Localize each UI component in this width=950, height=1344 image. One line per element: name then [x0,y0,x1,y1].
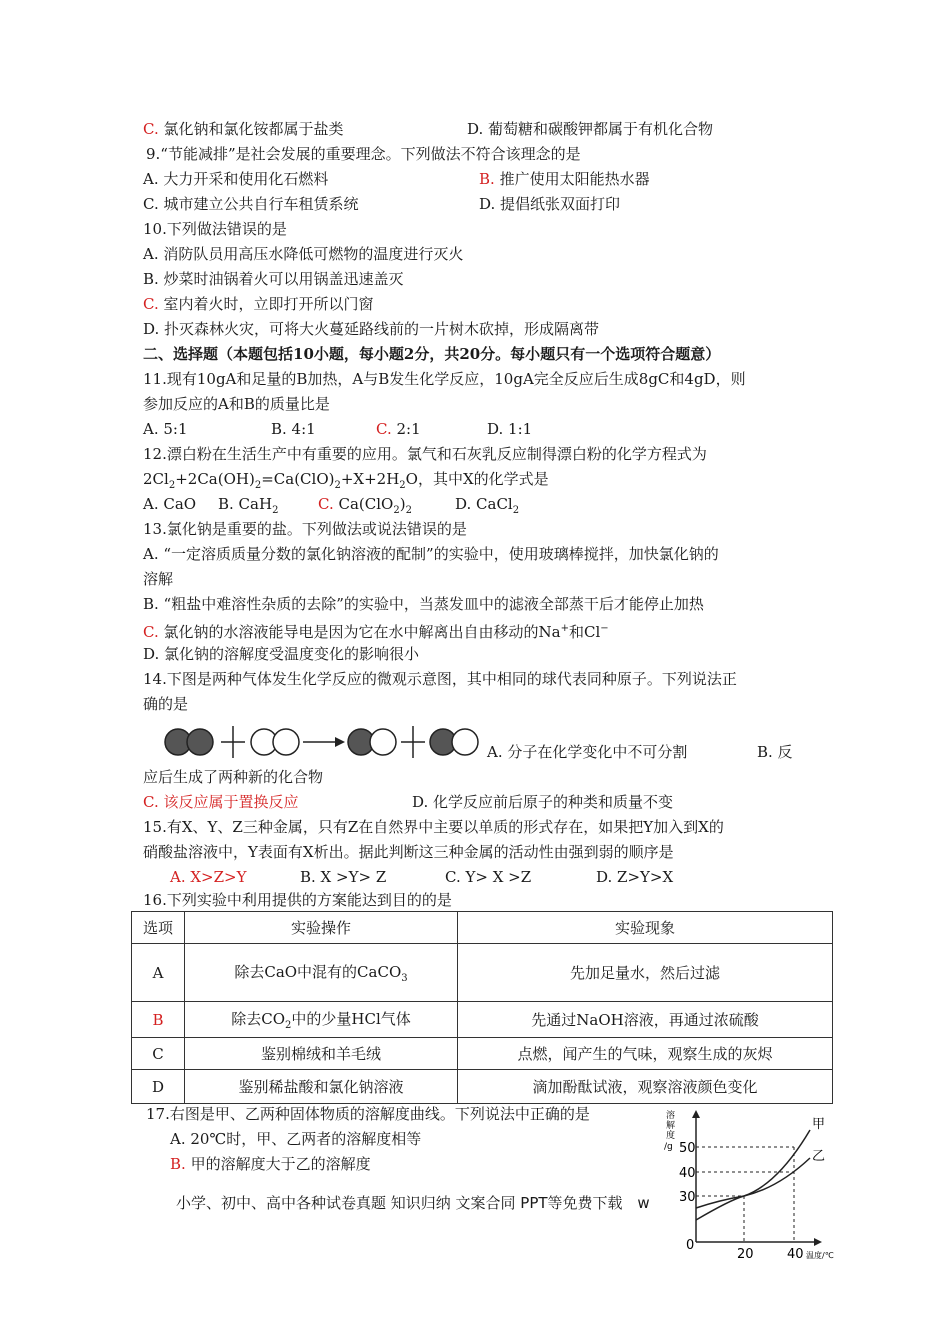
x-tick: 40 [787,1247,804,1262]
reactant-molecule-dark [165,729,213,755]
row-operation: 鉴别棉绒和羊毛绒 [185,1038,458,1070]
q10-c-label: C. [143,295,159,313]
y-tick: 40 [679,1166,696,1181]
row-option: C [132,1038,185,1070]
product-molecule-2 [430,729,478,755]
x-axis-arrow [814,1238,822,1246]
q9-option-a: A. 大力开采和使用化石燃料 [143,170,329,188]
q15-option-c: C. Y> X >Z [445,868,532,886]
q14-c-text: 该反应属于置换反应 [163,793,299,811]
x-tick: 20 [737,1247,754,1262]
q13-option-b: B. “粗盐中难溶性杂质的去除”的实验中，当蒸发皿中的滤液全部蒸干后才能停止加热 [143,595,704,613]
q9-option-b [479,169,650,189]
q12-option-d: D. CaCl$_2$ [455,495,520,516]
q12-c-tail: ) [399,495,406,513]
q17-b-text: 甲的溶解度大于乙的溶解度 [190,1155,371,1173]
q12-eq-part: 2Cl [143,470,169,488]
q10-stem: 10.下列做法错误的是 [143,220,287,238]
table-row [132,1070,833,1104]
q12-option-c: C. $Ca(ClO_2)_2$ [318,495,412,516]
q11-c-label: C. [376,420,392,438]
y-axis-label: 溶解度/g [664,1111,676,1152]
footer-ad-text [176,1192,650,1213]
q8-option-c [143,119,344,139]
header-phenomenon: 实验现象 [458,912,833,944]
q9-b-label: B. [479,170,495,188]
q10-option-b: B. 炒菜时油锅着火可以用锅盖迅速盖灭 [143,270,404,288]
q11-stem-line2: 参加反应的A和B的质量比是 [143,395,330,413]
q13-option-c: C. 氯化钠的水溶液能导电是因为它在水中解离出自由移动的Na+和Cl− [143,623,609,641]
q12-option-a: A. CaO [143,495,197,513]
table-header-row [132,912,833,944]
q13-c-mid: 和Cl [568,623,601,641]
q8-c-text: 氯化钠和氯化铵都属于盐类 [163,120,344,138]
q9-option-d: D. 提倡纸张双面打印 [479,195,621,213]
footer-tail: w [637,1194,650,1212]
q13-c-label: C. [143,623,159,641]
row-phenomenon: 先通过NaOH溶液，再通过浓硫酸 [458,1002,833,1038]
footer-text: 小学、初中、高中各种试卷真题 知识归纳 文案合同 PPT等免费下载 [176,1194,623,1212]
q17-option-b [170,1154,371,1174]
y-tick: 30 [679,1190,696,1205]
q14-option-a: A. 分子在化学变化中不可分割 [487,743,688,761]
curve-jia [696,1130,810,1220]
q13-option-d: D. 氯化钠的溶解度受温度变化的影响很小 [143,645,420,663]
reaction-diagram [163,722,483,762]
header-operation: 实验操作 [185,912,458,944]
reaction-arrow [303,737,345,747]
row-phenomenon: 先加足量水，然后过滤 [458,944,833,1002]
q10-option-a: A. 消防队员用高压水降低可燃物的温度进行灭火 [143,245,464,263]
q14-stem-line2: 确的是 [143,695,189,713]
plus-sign [221,726,245,758]
q17-b-label: B. [170,1155,186,1173]
table-row [132,1002,833,1038]
table-row [132,944,833,1002]
row-operation-sub: 2 [285,1020,292,1031]
row-operation [185,1002,458,1038]
q12-c-label: C. [318,495,334,513]
q12-eq-part: =Ca(ClO) [261,470,335,488]
q11-option-c [376,419,421,439]
q11-c-text: 2:1 [396,420,421,438]
row-operation-tail: 中的少量HCl气体 [291,1010,411,1028]
plus-sign [401,726,425,758]
header-option: 选项 [132,912,185,944]
row-option: A [132,944,185,1002]
y-tick: 0 [686,1238,695,1253]
reactant-molecule-light [251,729,299,755]
q12-b-text: B. CaH [218,495,273,513]
q8-option-d: D. 葡萄糖和碳酸钾都属于有机化合物 [467,120,714,138]
q13-c-text: 氯化钠的水溶液能导电是因为它在水中解离出自由移动的Na [163,623,561,641]
q12-equation: $2Cl_2+2Ca(OH)_2=Ca(ClO)_2+X+2H_2O$，其中X的化学式是 [143,470,549,491]
q13-option-a-line1: A. “一定溶质质量分数的氯化钠溶液的配制”的实验中，使用玻璃棒搅拌，加快氯化钠的 [143,545,719,563]
row-option: D [132,1070,185,1104]
q11-option-b: B. 4:1 [271,420,316,438]
row-phenomenon: 滴加酚酞试液，观察溶液颜色变化 [458,1070,833,1104]
y-tick: 50 [679,1141,696,1156]
q14-stem-line1: 14.下图是两种气体发生化学反应的微观示意图，其中相同的球代表同种原子。下列说法正 [143,670,737,688]
q15-stem-line2: 硝酸盐溶液中，Y表面有X析出。据此判断这三种金属的活动性由强到弱的顺序是 [143,843,674,861]
q13-stem: 13.氯化钠是重要的盐。下列做法或说法错误的是 [143,520,467,538]
row-operation-text: 除去CaO中混有的CaCO [234,963,402,981]
q9-stem: 9.“节能减排”是社会发展的重要理念。下列做法不符合该理念的是 [146,145,581,163]
series-label-jia: 甲 [812,1117,826,1132]
row-operation: 鉴别稀盐酸和氯化钠溶液 [185,1070,458,1104]
row-operation [185,944,458,1002]
q12-eq-part: O，其中X的化学式是 [405,470,549,488]
q12-stem-line1: 12.漂白粉在生活生产中有重要的应用。氯气和石灰乳反应制得漂白粉的化学方程式为 [143,445,707,463]
q9-option-c: C. 城市建立公共自行车租赁系统 [143,195,359,213]
q12-c-text: Ca(ClO [338,495,394,513]
q14-option-d: D. 化学反应前后原子的种类和质量不变 [412,793,674,811]
q16-stem: 16.下列实验中利用提供的方案能达到目的的是 [143,891,452,909]
q10-c-text: 室内着火时，立即打开所以门窗 [163,295,374,313]
q11-stem-line1: 11.现有10gA和足量的B加热，A与B发生化学反应，10gA完全反应后生成8gC和4gD，则 [143,370,746,388]
q17-stem: 17.右图是甲、乙两种固体物质的溶解度曲线。下列说法中正确的是 [146,1105,590,1123]
q12-option-b: B. CaH$_2$ [218,495,279,516]
q14-option-b: B. 反 [757,743,793,761]
curve-yi [696,1158,810,1208]
solubility-chart [660,1108,840,1264]
q15-option-b: B. X >Y> Z [300,868,387,886]
x-axis-label: 温度/℃ [806,1251,834,1260]
q11-option-a: A. 5:1 [143,420,188,438]
series-label-yi: 乙 [812,1149,826,1164]
row-option: B [132,1002,185,1038]
q15-stem-line1: 15.有X、Y、Z三种金属，只有Z在自然界中主要以单质的形式存在，如果把Y加入到X的 [143,818,724,836]
q15-option-a: A. X>Z>Y [170,868,247,886]
q8-c-label: C. [143,120,159,138]
q12-eq-part: +2Ca(OH) [175,470,255,488]
row-operation-text: 除去CO [231,1010,286,1028]
product-molecule-1 [348,729,396,755]
q13-option-a-line2: 溶解 [143,570,174,588]
q14-option-c [143,792,299,812]
y-axis-arrow [692,1110,700,1118]
row-operation-sub: 3 [401,973,408,984]
q9-b-text: 推广使用太阳能热水器 [499,170,650,188]
q15-option-d: D. Z>Y>X [596,868,674,886]
q10-option-d: D. 扑灭森林火灾，可将大火蔓延路线前的一片树木砍掉，形成隔离带 [143,320,600,338]
q11-option-d: D. 1:1 [487,420,533,438]
table-row [132,1038,833,1070]
q14-option-b-cont: 应后生成了两种新的化合物 [143,768,324,786]
q10-option-c [143,294,374,314]
q12-eq-part: +X+2H [340,470,400,488]
row-phenomenon: 点燃，闻产生的气味，观察生成的灰烬 [458,1038,833,1070]
q14-c-label: C. [143,793,159,811]
q17-option-a: A. 20℃时，甲、乙两者的溶解度相等 [170,1130,422,1148]
q12-d-text: D. CaCl [455,495,513,513]
q16-options-table [131,911,833,1104]
section-2-heading: 二、选择题（本题包括10小题，每小题2分，共20分。每小题只有一个选项符合题意） [143,345,721,363]
